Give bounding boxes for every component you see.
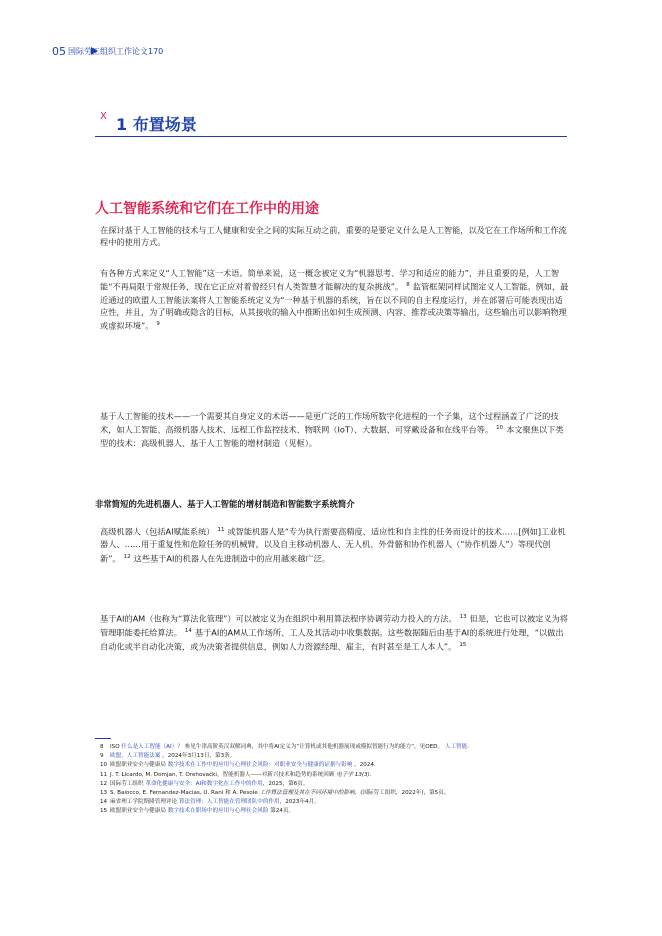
footnote-number: 12 [100,780,108,787]
footnote-link[interactable]: 数字技术在职场中的应用与心理社会风险 [167,808,269,815]
section-title: 1 布置场景 [116,115,197,134]
footnote [100,761,570,770]
footnote-title: 工作算法管理及其在不同环境中的影响 [259,790,355,797]
footnote-text: ISO [110,744,120,750]
paragraph-text: 基于AI的AM从工作场所、工人及其活动中收集数据。这些数据随后由基于AI的系统进行处理，“以做出自动化或半自动化决策，或为决策者提供信息，例如人力资源经理、雇主，有时甚至是工人本人”。 [100,627,564,653]
footnote-ref[interactable]: 10 [496,425,504,432]
footnote [100,798,570,807]
paragraph-intro: 在探讨基于人工智能的技术与工人健康和安全之间的实际互动之前，重要的是要定义什么是人工智能，以及它在工作场所和工作流程中的使用方式。 [100,225,567,248]
footnote-number: 14 [100,799,108,806]
page-number: 05 [52,45,66,58]
footnote-ref[interactable]: 11 [217,527,225,533]
footnote-divider [95,738,111,739]
footnote-text: 国际劳工组织 [110,780,144,787]
footnote-number: 15 [100,808,108,815]
series-title-part1: 国际劳 [68,47,92,56]
footnote-link[interactable]: 算法管理：人工智能在管理团队中的作用 [178,799,280,806]
paragraph-text: 基于人工智能的技术——一个需要其自身定义的术语——是更广泛的工作场所数字化进程的一个子集，这个过程涵盖了广泛的技术，如人工智能、高级机器人技术、远程工作监控技术、物联网（IoT）、大数据、可穿戴设备和在线平台等。 [100,411,559,436]
footnote-number: 13 [100,790,108,797]
footnote-text: 麻省理工学院斯隆管理评论 [110,799,178,806]
footnote-ref[interactable]: 13 [459,614,467,620]
footnote-text: ，(国际劳工组织，2022年)，第5页。 [354,790,450,797]
arrow-right-icon [91,47,98,55]
section-marker: X [100,111,107,122]
footnote-ref[interactable]: 15 [459,642,467,649]
paragraph-text: 基于AI的AM（也称为“算法化管理”）可以被定义为在组织中利用算法程序协调劳动力投入的方法。 [100,613,457,624]
paragraph-text: 本文聚焦以下类型的技术：高级机器人、基于人工智能的增材制造（见框）。 [100,425,564,448]
footnotes [100,743,570,817]
series-title-part2: 工组织工作论文170 [92,47,164,56]
paragraph-definitions [100,267,570,333]
footnote-text: 欧盟职业安全与健康局 [110,808,166,815]
footnote [100,807,570,816]
footnote-link[interactable]: 什么是人工智能（AI）？ [121,744,183,750]
footnote [100,771,570,780]
footnote-journal: 电子学 13(3) [336,771,370,778]
paragraph-algorithmic-management [100,611,570,653]
footnote-ref[interactable]: 8 [406,282,410,289]
section-divider [95,136,567,137]
paragraph-text: 这些基于AI的机器人在先进制造中的应用越来越广泛。 [133,553,330,564]
footnote [100,743,570,752]
footnote [100,780,570,789]
footnote-link[interactable]: 数字技术在工作中的应用与心理社会风险：对职业安全与健康的证据与影响 [167,762,353,769]
paragraph-ai-technologies [100,410,570,449]
footnote-text: J. T. Licardo, M. Domjan, T. Orehovački，智能机器人——对新兴技术和趋势的系统回顾 [110,771,335,778]
paragraph-text: 高级机器人（包括AI赋能系统） [100,526,215,537]
paragraph-text: 或智能机器人是“专为执行需要高精度、适应性和自主性的任务而设计的技术……[例如]工业机器人、……用于重复性和危险任务的机械臂，以及自主移动机器人、无人机、外骨骼和协作机器人（“协作机器人”）等现代创新”。 [100,526,566,564]
footnote-number: 9 [100,753,104,760]
footnote-text: 参见牛津高阶英汉双解词典，其中将AI定义为“计算机或其他机器展现或模拟智能行为的能力”，见OED。 [184,744,444,750]
paragraph-text: 监管框架同样试图定义人工智能。例如，最近通过的欧盟人工智能法案将人工智能系统定义为“一种基于机器的系统，旨在以不同的自主程度运行，并在部署后可能表现出适应性，并且，为了明确或隐含的目标，从其接收的输入中推断出如何生成预测、内容、推荐或决策等输出，这些输出可以影响物理或虚拟环境”。 [100,282,569,332]
footnote-ref[interactable]: 9 [156,321,160,328]
footnote-text: . [467,744,470,750]
footnote-text: ，2024. [354,762,376,769]
footnote-link[interactable]: 人工智能 [444,744,468,750]
heading-ai-systems: 人工智能系统和它们在工作中的用途 [95,201,319,217]
footnote-text: S. Baiocco, E. Fernandez-Macias, U. Rani 和 A. Pesole [110,790,258,797]
footnote [100,789,570,798]
footnote-text: 欧盟职业安全与健康局 [110,762,166,769]
footnote-text: ，2025，第6页。 [262,780,309,787]
footnote-text: . [369,771,372,778]
footnote-link[interactable]: 革命化健康与安全：AI和数字化在工作中的作用 [145,780,263,787]
footnote-link[interactable]: 欧盟，人工智能法案 [110,753,161,760]
footnote-text: 第24页。 [270,808,295,815]
footnote-ref[interactable]: 14 [184,628,192,635]
footnote-number: 11 [100,771,108,778]
footnote-text: ，2024年3月13日，第3条。 [162,753,236,760]
footnote [100,752,570,761]
paragraph-text: 但是，它也可以被定义为将管理职能委托给算法。 [100,613,568,638]
paragraph-advanced-robots [100,524,570,565]
series-title [68,46,163,57]
footnote-number: 10 [100,762,108,769]
footnote-number: 8 [100,744,104,750]
heading-brief-intro: 非常简短的先进机器人、基于人工智能的增材制造和智能数字系统简介 [95,499,355,509]
footnote-ref[interactable]: 12 [123,553,131,560]
footnote-text: ，2023年4月。 [279,799,320,806]
paragraph-text: 有各种方式来定义“人工智能”这一术语。简单来说，这一概念被定义为“机器思考、学习和适应的能力”，并且重要的是，人工智能“不再局限于常规任务，现在它正应对着曾经只有人类智慧才能解决的复杂挑战”。 [100,268,560,293]
